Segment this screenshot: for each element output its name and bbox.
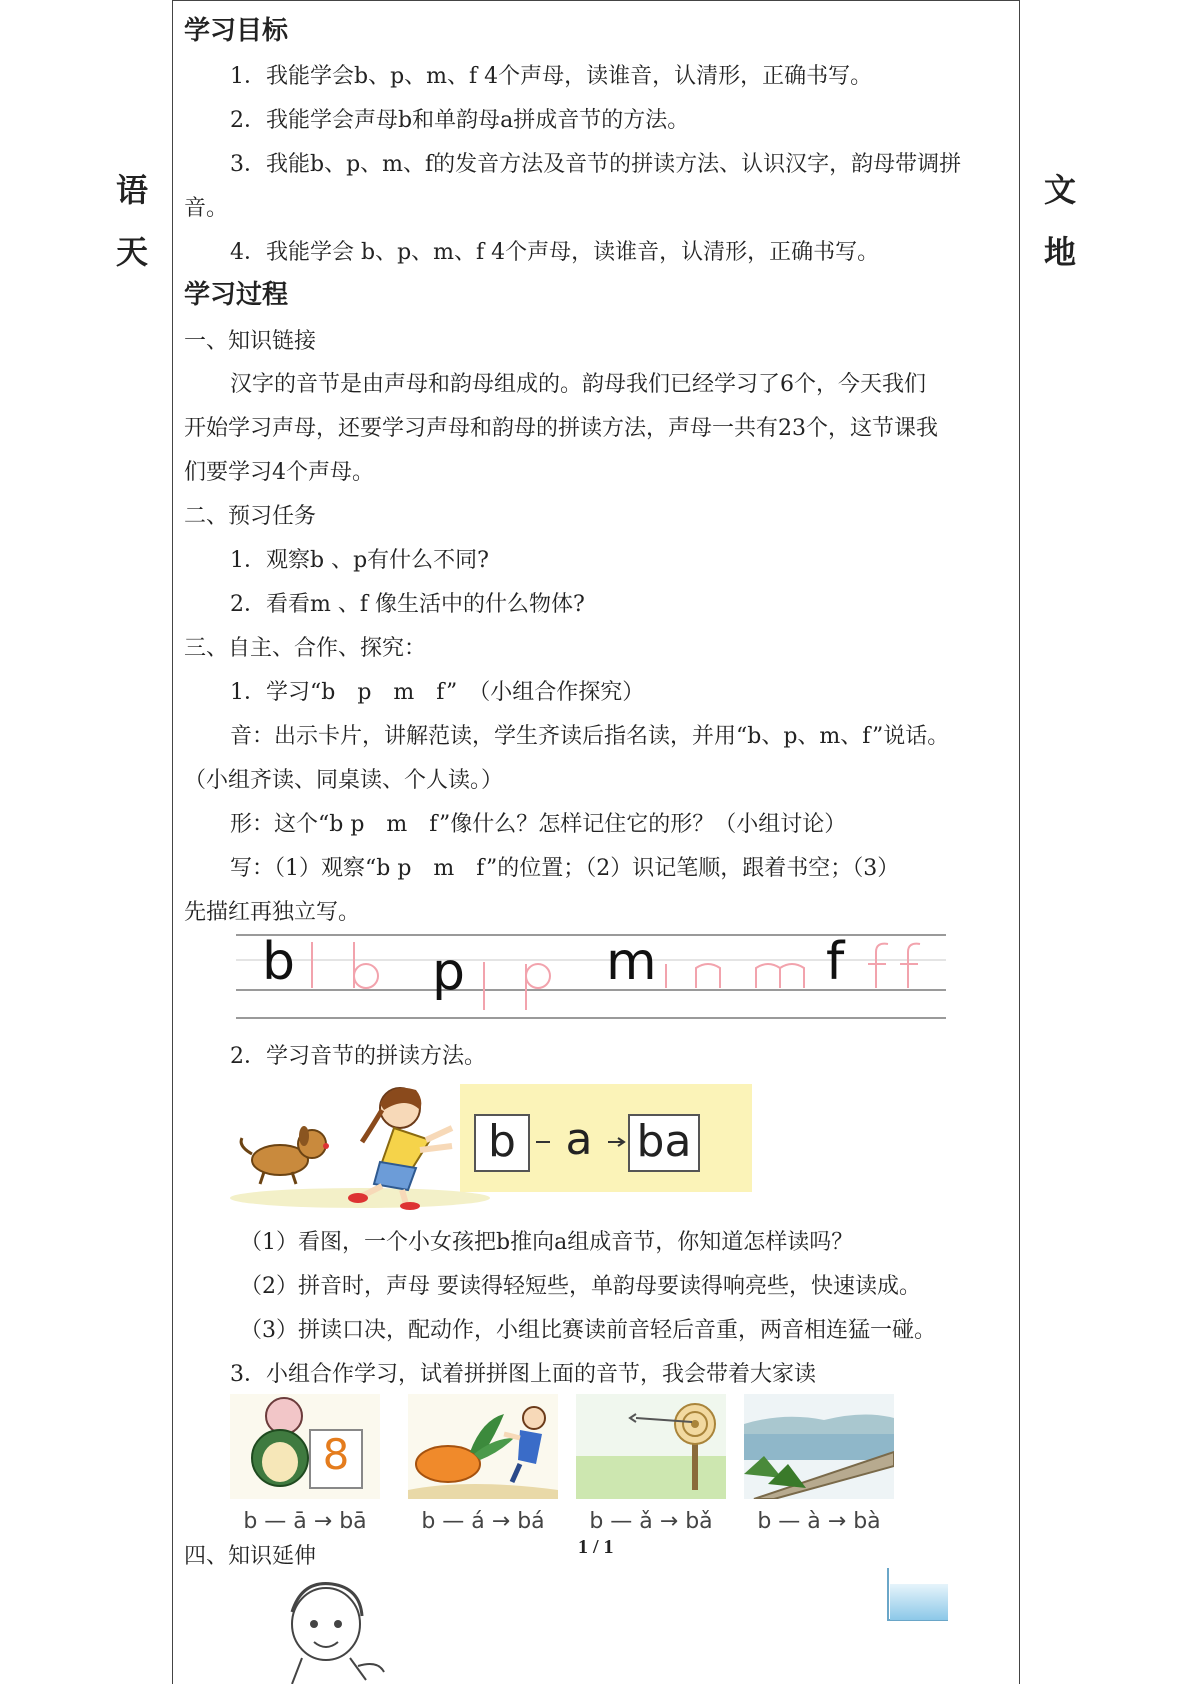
tile-caption: b — à → bà xyxy=(757,1509,881,1534)
section-3-item-3: 3．小组合作学习，试着拼拼图上面的音节，我会带着大家读 xyxy=(230,1362,816,1387)
section-1-title: 一、知识链接 xyxy=(184,329,317,354)
side-label-left-top: 语 xyxy=(116,171,149,209)
goals-heading: 学习目标 xyxy=(184,16,289,46)
tile-caption: b — ā → bā xyxy=(243,1509,367,1534)
syllable-tile-3 xyxy=(576,1394,726,1534)
section-1-text-3: 们要学习4个声母。 xyxy=(184,460,374,485)
spelling-illustration xyxy=(230,1080,752,1210)
section-2-title: 二、预习任务 xyxy=(184,504,317,529)
section-1-text-1: 汉字的音节是由声母和韵母组成的。韵母我们已经学习了6个，今天我们 xyxy=(230,372,926,397)
pull-radish-icon xyxy=(408,1394,558,1499)
section-3-line-4: 形：这个“b p m f”像什么？怎样记住它的形？（小组讨论） xyxy=(230,812,847,837)
section-1-text-2: 开始学习声母，还要学习声母和韵母的拼读方法，声母一共有23个，这节课我 xyxy=(184,416,938,441)
writing-letter-m: m xyxy=(606,932,657,992)
section-3-line-1: 1．学习“b p m f” （小组合作探究） xyxy=(230,680,645,705)
spelling-note-2: （2）拼音时，声母 要读得轻短些，单韵母要读得响亮些，快速读成。 xyxy=(240,1274,921,1299)
section-3-item-2: 2．学习音节的拼读方法。 xyxy=(230,1044,486,1069)
process-heading: 学习过程 xyxy=(184,280,289,310)
spelling-note-3: （3）拼读口决，配动作，小组比赛读前音轻后音重，两音相连猛一碰。 xyxy=(240,1318,936,1343)
side-label-right-top: 文 xyxy=(1044,171,1077,209)
goal-item-3-cont: 音。 xyxy=(184,196,229,221)
goal-item-2: 2．我能学会声母b和单韵母a拼成音节的方法。 xyxy=(230,108,690,133)
boy-sketch xyxy=(262,1572,392,1684)
side-label-left-bottom: 天 xyxy=(116,233,149,271)
syllable-card: ba xyxy=(628,1114,700,1172)
final-card: a xyxy=(565,1114,593,1165)
syllable-tile-2 xyxy=(408,1394,558,1534)
writing-letter-p: p xyxy=(432,942,466,1002)
dam-icon xyxy=(744,1394,894,1499)
initial-card: b xyxy=(474,1114,530,1172)
section-3-line-6: 先描红再独立写。 xyxy=(184,900,361,925)
side-label-right-bottom: 地 xyxy=(1044,233,1077,271)
section-3-line-3: （小组齐读、同桌读、个人读。） xyxy=(184,768,504,793)
goal-item-1: 1．我能学会b、p、m、f 4个声母，读谁音，认清形，正确书写。 xyxy=(230,64,873,89)
section-3-line-5: 写：（1）观察“b p m f”的位置；（2）识记笔顺，跟着书空；（3） xyxy=(230,856,900,881)
blue-card-fragment xyxy=(886,1566,948,1624)
section-3-title: 三、自主、合作、探究： xyxy=(184,636,427,661)
tile-caption: b — á → bá xyxy=(421,1509,545,1534)
section-2-item-2: 2．看看m 、f 像生活中的什么物体? xyxy=(230,592,585,617)
goal-item-4: 4．我能学会 b、p、m、f 4个声母，读谁音，认清形，正确书写。 xyxy=(230,240,880,265)
writing-letter-f: f xyxy=(826,932,845,992)
tile-caption: b — ǎ → bǎ xyxy=(589,1509,713,1534)
section-4-title: 四、知识延伸 xyxy=(184,1544,317,1569)
target-arrow-icon xyxy=(576,1394,726,1499)
spelling-note-1: （1）看图，一个小女孩把b推向a组成音节，你知道怎样读吗？ xyxy=(240,1230,854,1255)
section-2-item-1: 1．观察b 、p有什么不同? xyxy=(230,548,489,573)
boy-sketch-icon xyxy=(262,1572,392,1684)
syllable-tile-4 xyxy=(744,1394,894,1534)
page-number: 1 / 1 xyxy=(578,1536,614,1558)
goal-item-3: 3．我能b、p、m、f的发音方法及音节的拼读方法、认识汉字，韵母带调拼 xyxy=(230,152,962,177)
syllable-tile-1 xyxy=(230,1394,380,1534)
dog-icon xyxy=(241,1126,329,1184)
writing-practice-strip xyxy=(236,932,946,1022)
writing-letter-b: b xyxy=(262,932,296,992)
section-3-line-2: 音：出示卡片，讲解范读，学生齐读后指名读，并用“b、p、m、f”说话。 xyxy=(230,724,950,749)
tile-number: 8 xyxy=(322,1430,350,1479)
